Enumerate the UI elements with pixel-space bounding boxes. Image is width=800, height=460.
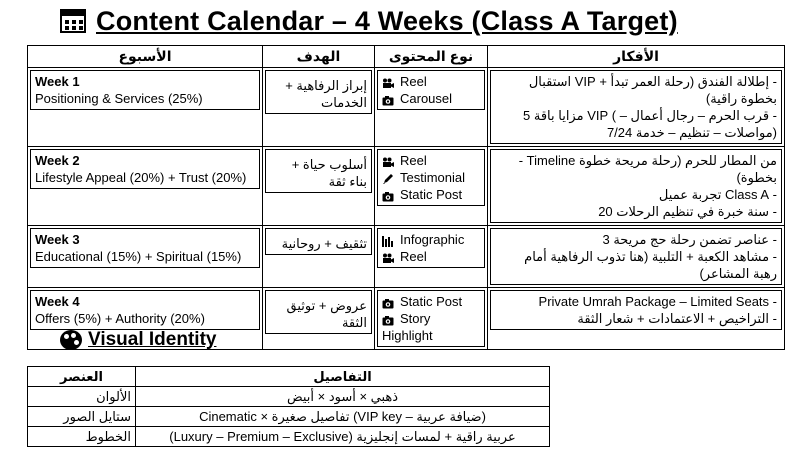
- calendar-icon: [60, 9, 86, 33]
- content-type-label: Testimonial: [400, 170, 466, 185]
- idea-line: من المطار للحرم (رحلة مريحة خطوة Timeline -: [518, 153, 777, 168]
- content-type-item: [382, 152, 480, 169]
- idea-line: - عناصر تضمن رحلة حج مريحة 3: [602, 232, 777, 247]
- palette-icon: [60, 330, 82, 350]
- page-title: Content Calendar – 4 Weeks (Class A Target): [96, 5, 678, 36]
- idea-line: - Class A تجربة عميل: [658, 187, 777, 202]
- content-type-label: Reel: [400, 74, 427, 89]
- content-type-label: Story: [400, 311, 431, 326]
- week-focus: Offers (5%) + Authority (20%): [35, 311, 205, 326]
- week-title: Week 4: [35, 294, 80, 309]
- vi-row: [28, 387, 550, 407]
- vi-row: [28, 427, 550, 447]
- content-type-cell: [375, 226, 488, 288]
- vi-element-cell: الألوان: [28, 387, 136, 407]
- content-type-item: [382, 169, 480, 186]
- header-goal: الهدف: [263, 46, 375, 68]
- goal-line: تثقيف + روحانية: [281, 236, 367, 251]
- vi-element-cell: الخطوط: [28, 427, 136, 447]
- camera-icon: [382, 76, 394, 87]
- idea-line: - إطلالة الفندق (رحلة العمر تبدأ + VIP استقبال: [528, 74, 777, 89]
- vi-details-cell: عربية راقية + لمسات إنجليزية (Luxury – Premium – Exclusive): [136, 427, 550, 447]
- bar-chart-icon: [382, 234, 394, 245]
- ideas-cell: [488, 68, 785, 147]
- goal-line: إبراز الرفاهية +: [285, 78, 367, 93]
- vi-header-element: العنصر: [28, 367, 136, 387]
- pencil-icon: [382, 172, 394, 183]
- camera-photo-icon: [382, 296, 394, 307]
- visual-identity-heading: [60, 329, 216, 351]
- content-type-label: Infographic: [400, 232, 465, 247]
- idea-line: (مواصلات – تنظيم – خدمة 7/24: [606, 125, 777, 140]
- content-type-cell: [375, 147, 488, 226]
- calendar-row: [28, 226, 785, 288]
- content-type-cell: [375, 68, 488, 147]
- vi-header-details: التفاصيل: [136, 367, 550, 387]
- idea-line: - قرب الحرم – رجال أعمال – ) VIP مزايا باقة 5: [523, 108, 777, 123]
- idea-line: - Private Umrah Package – Limited Seats: [538, 294, 777, 309]
- camera-icon: [382, 155, 394, 166]
- goal-line: عروض + توثيق: [286, 298, 367, 313]
- header-week: الأسبوع: [28, 46, 263, 68]
- content-type-item: [382, 310, 480, 327]
- content-type-item: [382, 90, 480, 107]
- calendar-row: [28, 147, 785, 226]
- vi-details-cell: (ضيافة عربية – VIP key) تفاصيل صغيرة × Cinematic: [136, 407, 550, 427]
- content-type-label: Static Post: [400, 294, 463, 309]
- goal-cell: [263, 226, 375, 288]
- week-title: Week 3: [35, 232, 80, 247]
- calendar-row: [28, 68, 785, 147]
- ideas-cell: [488, 147, 785, 226]
- week-cell: [28, 147, 263, 226]
- goal-line: الخدمات: [321, 95, 367, 110]
- week-title: Week 1: [35, 74, 80, 89]
- goal-cell: [263, 288, 375, 350]
- idea-line: رهبة المشاعر): [699, 266, 777, 281]
- week-focus: Positioning & Services (25%): [35, 91, 203, 106]
- vi-row: [28, 407, 550, 427]
- content-type-item: [382, 73, 480, 90]
- content-type-label: Highlight: [382, 328, 433, 343]
- content-type-label: Static Post: [400, 187, 463, 202]
- camera-icon: [382, 251, 394, 262]
- content-type-item: [382, 327, 480, 344]
- vi-details-cell: ذهبي × أسود × أبيض: [136, 387, 550, 407]
- header-content-type: نوع المحتوى: [375, 46, 488, 68]
- camera-photo-icon: [382, 189, 394, 200]
- title-bar: [60, 4, 678, 38]
- goal-cell: [263, 147, 375, 226]
- idea-line: - التراخيص + الاعتمادات + شعار الثقة: [577, 311, 777, 326]
- goal-line: بناء ثقة: [328, 174, 367, 189]
- week-cell: [28, 226, 263, 288]
- calendar-header-row: [28, 46, 785, 68]
- content-type-label: Carousel: [400, 91, 453, 106]
- goal-cell: [263, 68, 375, 147]
- content-type-item: [382, 293, 480, 310]
- ideas-cell: [488, 226, 785, 288]
- content-calendar-table: [27, 45, 785, 350]
- content-type-item: [382, 231, 480, 248]
- idea-line: بخطوة): [736, 170, 777, 185]
- header-ideas: الأفكار: [488, 46, 785, 68]
- vi-element-cell: ستايل الصور: [28, 407, 136, 427]
- goal-line: الثقة: [341, 315, 367, 330]
- week-cell: [28, 68, 263, 147]
- week-title: Week 2: [35, 153, 80, 168]
- visual-identity-title: Visual Identity: [88, 329, 217, 350]
- camera-photo-icon: [382, 93, 394, 104]
- idea-line: بخطوة راقية): [705, 91, 777, 106]
- idea-line: - مشاهد الكعبة + التلبية (هنا تذوب الرفاهية أمام: [524, 249, 777, 264]
- idea-line: - سنة خبرة في تنظيم الرحلات 20: [598, 204, 777, 219]
- week-focus: Lifestyle Appeal (20%) + Trust (20%): [35, 170, 247, 185]
- ideas-cell: [488, 288, 785, 350]
- camera-photo-icon: [382, 313, 394, 324]
- content-type-item: [382, 248, 480, 265]
- vi-header-row: [28, 367, 550, 387]
- visual-identity-table: [27, 366, 550, 447]
- content-type-item: [382, 186, 480, 203]
- week-focus: Educational (15%) + Spiritual (15%): [35, 249, 242, 264]
- content-type-label: Reel: [400, 153, 427, 168]
- content-type-label: Reel: [400, 249, 427, 264]
- goal-line: أسلوب حياة +: [291, 157, 367, 172]
- content-type-cell: [375, 288, 488, 350]
